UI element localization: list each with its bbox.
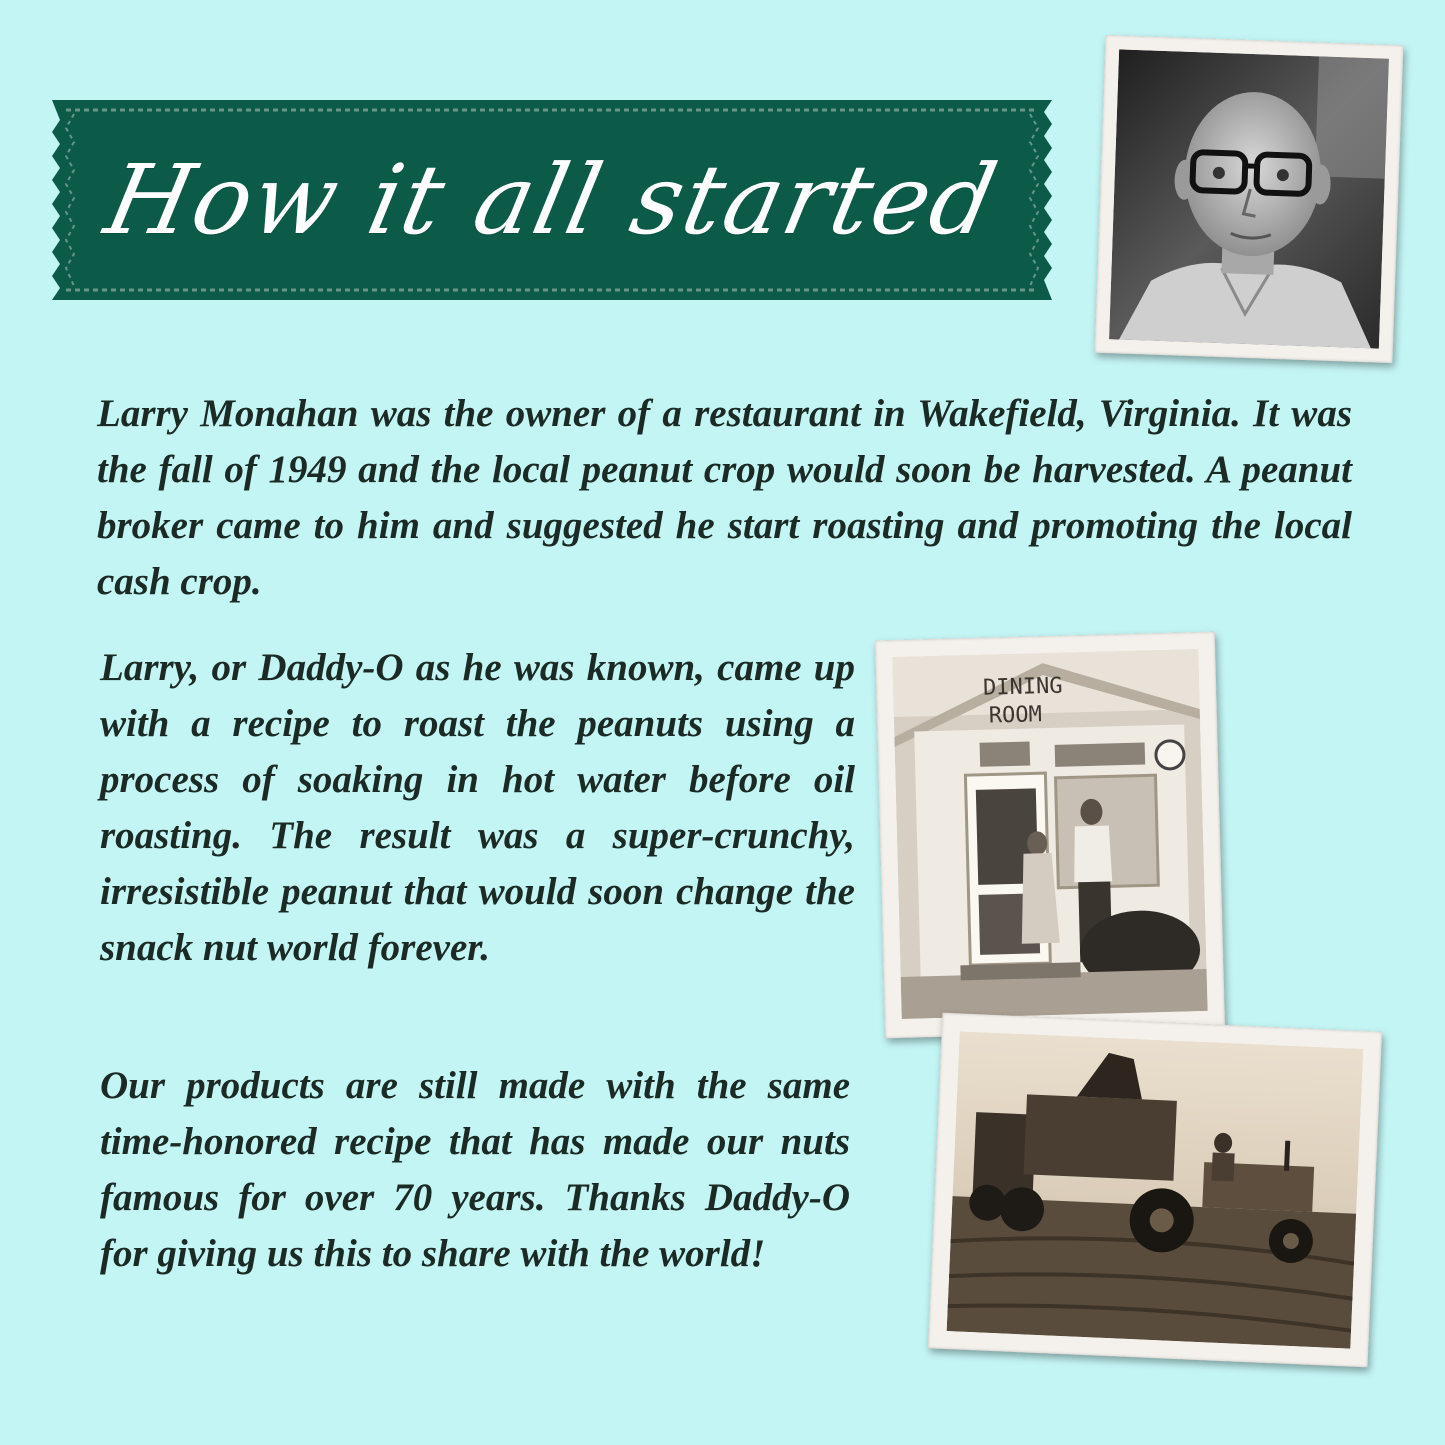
recipe-paragraph: Larry, or Daddy-O as he was known, came up with a recipe to roast the peanuts using a process of soaking in hot water before oil roasting. The result was a super-crunchy, irresistible peanut that would soon change the snack nut world forever. [100,646,855,969]
page-title: How it all started [96,144,1008,256]
restaurant-photo [875,632,1225,1039]
sign-line-2: ROOM [988,702,1043,729]
title-banner [52,100,1052,300]
restaurant-image [892,649,1207,1019]
portrait-photo [1095,35,1404,363]
tractor-image [947,1031,1364,1348]
legacy-paragraph: Our products are still made with the same time-honored recipe that has made our nuts famous for over 70 years. Thanks Daddy-O for giving us this to share with the world! [100,1064,850,1275]
intro-paragraph: Larry Monahan was the owner of a restaurant in Wakefield, Virginia. It was the fall of 1949 and the local peanut crop would soon be harvested. A peanut broker came to him and suggested he start roasting and promoting the local cash crop. [97,392,1352,603]
portrait-image [1109,49,1389,348]
tractor-photo [928,1013,1382,1368]
sign-line-1: DINING [982,673,1063,701]
